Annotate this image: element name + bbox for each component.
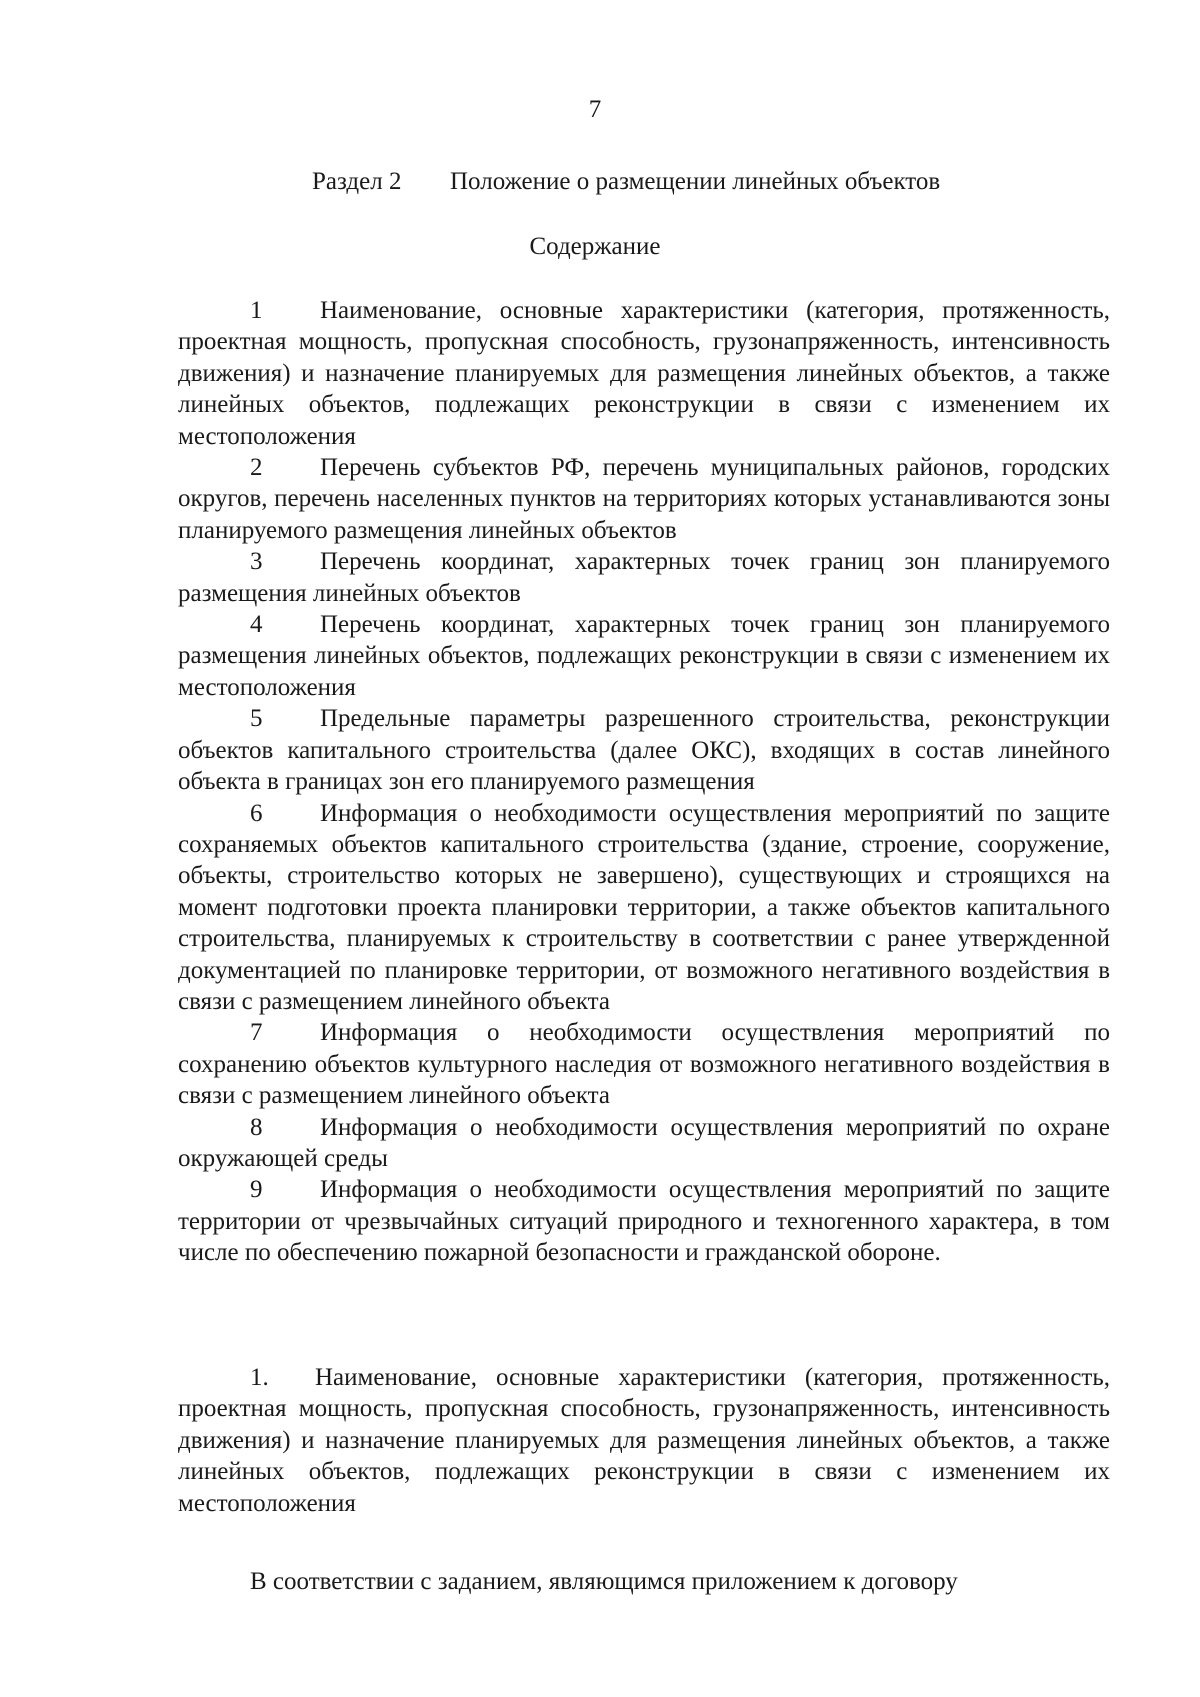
section-1-text: Наименование, основные характеристики (категория, протяженность, проектная мощность, пропускная способность, грузонапряженность, интенсивность движения) и назначение планируемых для размещения линейных объектов, а также линейных объектов, подлежащих реконструкции в связи с изменением их местоположения xyxy=(178,1364,1110,1517)
toc-item xyxy=(178,609,1110,703)
toc-item xyxy=(178,1174,1110,1268)
toc-item-text: Перечень координат, характерных точек границ зон планируемого размещения линейных объектов xyxy=(178,548,1110,607)
paragraph-text: В соответствии с заданием, являющимся приложением к договору xyxy=(250,1568,958,1595)
toc-item-number: 7 xyxy=(250,1019,263,1047)
section-1-heading xyxy=(178,1362,1110,1519)
toc-item-number: 8 xyxy=(250,1113,263,1141)
toc-item-text: Информация о необходимости осуществления мероприятий по защите территории от чрезвычайных ситуаций природного и техногенного характера, в том числе по обеспечению пожарной безопасности и гражданской обороне. xyxy=(178,1176,1110,1267)
toc-item-text: Информация о необходимости осуществления мероприятий по охране окружающей среды xyxy=(178,1113,1110,1172)
toc-item-text: Предельные параметры разрешенного строительства, реконструкции объектов капитального строительства (далее ОКС), входящих в состав линейного объекта в границах зон его планируемого размещения xyxy=(178,705,1110,796)
toc-item-number: 1 xyxy=(250,297,263,324)
section-1-number: 1. xyxy=(250,1364,269,1391)
toc-item-number: 5 xyxy=(250,705,263,733)
toc-heading: Содержание xyxy=(529,233,661,260)
section-name: Положение о размещении линейных объектов xyxy=(450,168,941,195)
toc-item-text: Информация о необходимости осуществления мероприятий по защите сохраняемых объектов капитального строительства (здание, строение, сооружение, объекты, строительство которых не завершено), существующих и строящихся на момент подготовки проекта планировки территории, а также объектов капитального строительства, планируемых к строительству в соответствии с ранее утвержденной документацией по планировке территории, от возможного негативного воздействия в связи с размещением линейного объекта xyxy=(178,799,1110,1015)
section-title xyxy=(312,168,940,196)
section-1-title xyxy=(178,1362,1110,1519)
toc-item xyxy=(178,798,1110,1018)
toc-item xyxy=(178,452,1110,546)
toc-item-number: 6 xyxy=(250,799,263,827)
page-number: 7 xyxy=(588,96,602,123)
toc-item-text: Перечень субъектов РФ, перечень муниципальных районов, городских округов, перечень населенных пунктов на территориях которых устанавливаются зоны планируемого размещения линейных объектов xyxy=(178,454,1110,544)
toc-item-text: Информация о необходимости осуществления мероприятий по сохранению объектов культурного наследия от возможного негативного воздействия в связи с размещением линейного объекта xyxy=(178,1019,1110,1110)
body-paragraph xyxy=(178,1566,1110,1597)
toc-list xyxy=(178,295,1110,1269)
toc-item xyxy=(178,295,1110,452)
toc-item-number: 4 xyxy=(250,611,263,639)
toc-item xyxy=(178,703,1110,797)
toc-item xyxy=(178,1017,1110,1111)
toc-item-number: 9 xyxy=(250,1176,263,1204)
toc-item-text: Перечень координат, характерных точек границ зон планируемого размещения линейных объектов, подлежащих реконструкции в связи с изменением их местоположения xyxy=(178,611,1110,701)
toc-item-number: 2 xyxy=(250,454,263,482)
toc-item xyxy=(178,546,1110,609)
toc-item xyxy=(178,1112,1110,1175)
section-number: Раздел 2 xyxy=(312,168,402,195)
toc-item-number: 3 xyxy=(250,548,263,576)
toc-item-text: Наименование, основные характеристики (категория, протяженность, проектная мощность, пропускная способность, грузонапряженность, интенсивность движения) и назначение планируемых для размещения линейных объектов, а также линейных объектов, подлежащих реконструкции в связи с изменением их местоположения xyxy=(178,297,1110,450)
